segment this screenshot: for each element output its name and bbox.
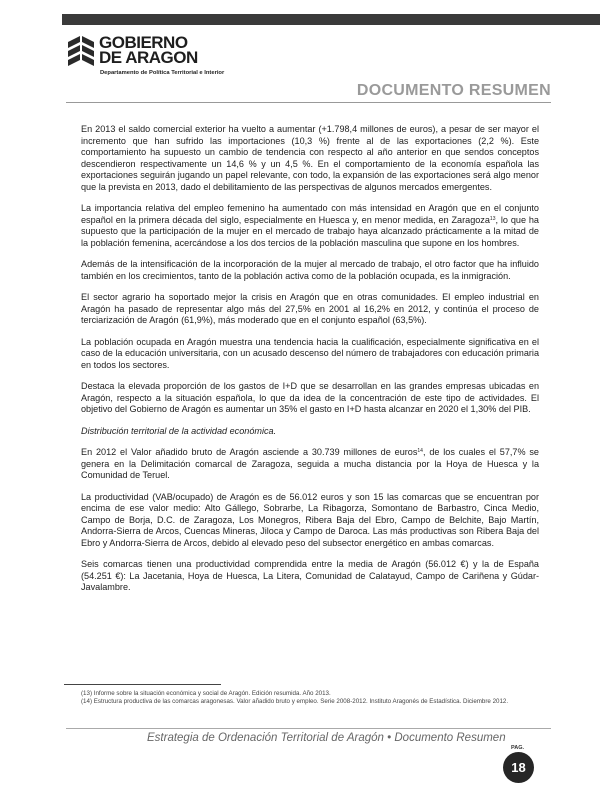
paragraph-text: La importancia relativa del empleo femenino ha aumentado con más intensidad en Aragón que en el conjunto español en la primera década del siglo, especialmente en Huesca y, en menor medida, en Zaragoza bbox=[81, 203, 539, 225]
footer-divider bbox=[66, 728, 551, 729]
body-text bbox=[81, 124, 539, 604]
footnotes bbox=[81, 690, 539, 706]
footer-title: Estrategia de Ordenación Territorial de Aragón • Documento Resumen bbox=[147, 732, 506, 744]
logo-title-line1: GOBIERNO bbox=[99, 33, 188, 52]
paragraph bbox=[81, 381, 539, 416]
paragraph-text: La población ocupada en Aragón muestra una tendencia hacia la cualificación, especialmente significativa en el caso de la educación universitaria, con un acusado descenso del número de trabajadores con educación primaria en todos los sectores. bbox=[81, 336, 539, 370]
paragraph bbox=[81, 447, 539, 482]
gobierno-logo bbox=[66, 32, 266, 92]
aragon-emblem-icon bbox=[66, 34, 96, 68]
paragraph-text: Destaca la elevada proporción de los gastos de I+D que se desarrollan en las grandes empresas ubicadas en Aragón, respecto a la situación española, lo que da idea de la concentración de este tipo de actividades. El objetivo del Gobierno de Aragón es aumentar un 35% el gasto en I+D hasta alcanzar en 2020 el 1,30% del PIB. bbox=[81, 381, 539, 414]
paragraph bbox=[81, 203, 539, 249]
document-title: DOCUMENTO RESUMEN bbox=[356, 82, 551, 99]
paragraph bbox=[81, 259, 539, 282]
page-number: 18 bbox=[511, 760, 526, 775]
paragraph bbox=[81, 559, 539, 594]
paragraph-text: En 2013 el saldo comercial exterior ha vuelto a aumentar (+1.798,4 millones de euros), a pesar de ser mayor el incremento que han sufrido las importaciones (10,3 %) frente al de las exportaciones (2,2 %). Este comportamiento ha supuesto un cambio de tendencia con respecto al año anterior en que sendos conceptos descendieron respectivamente un 14,6 % y un 4,5 %. En el comportamiento de la economía española las exportaciones seguirán jugando un papel relevante, con todo, la expansión de las exportaciones será algo menor que la prevista en 2013, dado el debilitamiento de las perspectivas de algunos mercados emergentes. bbox=[81, 124, 539, 192]
paragraph-text: Además de la intensificación de la incorporación de la mujer al mercado de trabajo, el otro factor que ha influido también en los crecimientos, tanto de la población activa como de la población ocupada, es la inmigración. bbox=[81, 259, 539, 281]
top-bar bbox=[62, 14, 600, 25]
paragraph-text: La productividad (VAB/ocupado) de Aragón es de 56.012 euros y son 15 las comarcas que se encuentran por encima de ese valor medio: Alto Gállego, Sobrarbe, La Ribagorza, Somontano de Barbastro, Cinca Medio, Campo de Borja, D.C. de Zaragoza, Los Monegros, Ribera Baja del Ebro, Campo de Belchite, Bajo Martín, Andorra-Sierra de Arcos, Cuencas Mineras, Jiloca y Campo de Daroca. Las más productivas son Ribera Baja del Ebro y Andorra-Sierra de Arcos, debido al elevado peso del subsector energético en ambas comarcas. bbox=[81, 491, 539, 548]
paragraph-text: Seis comarcas tienen una productividad comprendida entre la media de Aragón (56.012 €) y la de España (54.251 €): La Jacetania, Hoya de Huesca, La Litera, Comunidad de Calatayud, Campo de Cariñena y Gúdar-Javalambre. bbox=[81, 559, 539, 592]
paragraph-text: Distribución territorial de la actividad económica. bbox=[81, 425, 277, 436]
paragraph-text: El sector agrario ha soportado mejor la crisis en Aragón que en otras comunidades. El empleo industrial en Aragón ha pasado de representar algo más del 27,5% en 2001 al 16,2% en 2012, y continúa el proceso de terciarización de Aragón (61,9%), más moderado que en el conjunto español (63,5%). bbox=[81, 292, 539, 325]
paragraph-text: , lo que ha supuesto que la participación de la mujer en el mercado de trabajo haya alcanzado prácticamente a la mitad de la población femenina, acercándose a los dos tercios de la población masculina que supone en los hombres. bbox=[81, 214, 539, 248]
page-label: PAG. bbox=[511, 745, 525, 751]
footnote: (13) Informe sobre la situación económica y social de Aragón. Edición resumida. Año 2013. bbox=[81, 690, 331, 697]
paragraph-text: , de los cuales el 57,7% se genera en la Delimitación comarcal de Zaragoza, seguida a mucha distancia por la Hoya de Huesca y la Comunidad de Teruel. bbox=[81, 447, 539, 480]
title-divider bbox=[66, 102, 551, 103]
footnote-ref: 13 bbox=[489, 215, 496, 222]
paragraph bbox=[81, 337, 539, 372]
footnote: (14) Estructura productiva de las comarcas aragonesas. Valor añadido bruto y empleo. Serie 2008-2012. Instituto Aragonés de Estadística. Diciembre 2012. bbox=[81, 698, 509, 705]
footnote-ref: 14 bbox=[417, 448, 423, 454]
paragraph bbox=[81, 492, 539, 550]
section-heading bbox=[81, 426, 539, 438]
paragraph bbox=[81, 292, 539, 327]
logo-title-line2: DE ARAGON bbox=[99, 48, 198, 67]
page-number-badge bbox=[503, 752, 534, 783]
paragraph-text: En 2012 el Valor añadido bruto de Aragón asciende a 30.739 millones de euros bbox=[81, 447, 418, 457]
paragraph bbox=[81, 124, 539, 193]
department-name: Departamento de Política Territorial e Interior bbox=[100, 70, 225, 76]
footnote-divider bbox=[64, 684, 221, 685]
